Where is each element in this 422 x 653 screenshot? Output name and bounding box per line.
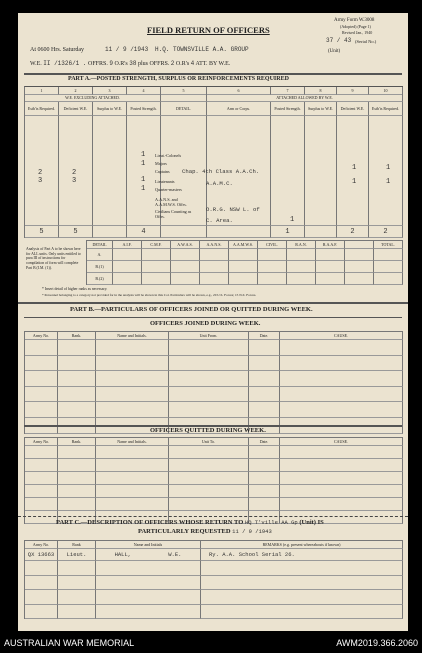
quitted-cell [249,498,280,511]
quitted-cell [25,446,58,459]
detail-item: Lieut.-Colonels [155,153,182,158]
analysis-cell [142,273,171,285]
part-c-date: 11 / 9 /1943 [232,528,272,535]
total-cell [93,226,127,238]
col-number: 7 [271,87,305,95]
analysis-cell [258,249,287,261]
we-line [30,61,230,67]
deficient-value: 3 [72,177,77,185]
joined-cell [249,371,280,387]
col-number: 1 [25,87,59,95]
arm-corps-value: Chap. 4th Class A.A.Ch. [182,168,260,175]
part-c-cell [96,605,201,620]
part-c-cell [58,576,96,591]
joined-cell [169,402,249,418]
attached-deficient-value: 1 [352,178,357,186]
offrs-value: 9 [109,60,113,67]
joined-cell [96,402,169,418]
analysis-cell [229,249,258,261]
quitted-cell [280,446,403,459]
quitted-cell [96,498,169,511]
group-spacer [161,94,207,102]
joined-cell [25,387,58,403]
analysis-cell [374,261,403,273]
part-b-rule [24,317,402,318]
detail-item: Quarter-masters [155,187,182,192]
joined-head: Date. [249,332,280,340]
quitted-cell [169,485,249,498]
part-a-top-rule [24,73,402,75]
quitted-cell [169,498,249,511]
total-cell: 4 [127,226,161,238]
col-number: 4 [127,87,161,95]
posted-value: 1 [141,160,146,168]
quitted-head: Name and Initials. [96,438,169,446]
serial-value: 37 / 43 [326,37,352,44]
quitted-cell [25,459,58,472]
quitted-cell [58,472,96,485]
part-c-cell [25,605,58,620]
part-c-cell [58,605,96,620]
plus-ors-label: O.R's [175,61,190,67]
part-c-cell [201,605,403,620]
unit-name: H.Q. TOWNSVILLE A.A. GROUP [155,46,249,53]
analysis-cell [374,249,403,261]
joined-cell [25,371,58,387]
analysis-head: CIVIL. [258,241,287,249]
total-cell [305,226,337,238]
analysis-cell [345,261,374,273]
part-c-cell [201,590,403,605]
analysis-head: A.A.M.W.S. [229,241,258,249]
joined-cell [280,356,403,372]
part-b-top-rule [18,302,408,304]
part-a-group-row [24,94,403,102]
quitted-cell [25,485,58,498]
quitted-cell [96,485,169,498]
analysis-cell [200,273,229,285]
analysis-head: A.A.N.S. [200,241,229,249]
part-c-cell [25,590,58,605]
detail-item: Captains [155,169,170,174]
quitted-head: Rank. [58,438,96,446]
analysis-head: R.A.A.F. [316,241,345,249]
attached-required-value: 1 [386,164,391,172]
quitted-head: Unit To. [169,438,249,446]
analysis-cell [345,249,374,261]
analysis-cell [200,261,229,273]
col-head: Surplus to W.E. [305,102,337,116]
analysis-head: C.M.F. [142,241,171,249]
form-revised: Revised Jan., 1940 [342,30,373,35]
part-c-unit-label: (Unit) IS [299,519,324,526]
quitted-cell [280,498,403,511]
analysis-cell [287,273,316,285]
analysis-cell [316,273,345,285]
part-c-title [56,520,324,527]
part-a-totals-row [24,226,403,238]
body-cell [93,116,127,226]
ors-label: O.R's [114,61,128,67]
offrs-label: OFFRS. [88,61,108,67]
joined-cell [280,402,403,418]
col-head: Posted Strength. [271,102,305,116]
posted-value: 1 [141,176,146,184]
quitted-cell [58,459,96,472]
part-c-cell [96,576,201,591]
arm-corps-value: C. Area. [206,217,233,224]
part-c-cell [96,590,201,605]
estb-required-value: 2 [38,169,43,177]
analysis-head [345,241,374,249]
col-head: DETAIL. [161,102,207,116]
joined-table [24,331,403,434]
quitted-head: Army No. [25,438,58,446]
quitted-cell [96,472,169,485]
joined-cell [96,356,169,372]
joined-cell [169,340,249,356]
part-c-cell [96,561,201,576]
part-c-cell [201,576,403,591]
joined-cell [249,402,280,418]
plus-offrs-value: 2 [170,60,175,67]
analysis-cell [345,273,374,285]
quitted-cell [96,459,169,472]
analysis-note: Analysis of Part A to be shown here for ALL units. Only units entitled to para III of instructions for compilation of form will complete Part B (I.M. (1)). [26,247,81,270]
col-number: 8 [305,87,337,95]
joined-head: Army No. [25,332,58,340]
detail-item: Lieutenants [155,179,175,184]
quitted-cell [25,511,58,524]
estb-required-value: 3 [38,177,43,185]
plus-offrs-label: plus OFFRS. [137,61,170,67]
attached-posted-value: 1 [290,216,295,224]
part-c-cell [201,561,403,576]
total-cell: 5 [59,226,93,238]
analysis-row-label: B.(1) [87,261,113,273]
total-cell: 2 [369,226,403,238]
part-c-top-rule [18,516,408,517]
col-head: Surplus to W.E. [93,102,127,116]
joined-cell [96,387,169,403]
col-head: Deficient W.E. [59,102,93,116]
joined-cell [169,356,249,372]
analysis-row-label: B.(2) [87,273,113,285]
officer-rank: Lieut. [58,549,96,561]
form-number: Army Form W.3008 [334,18,375,23]
attached-deficient-value: 1 [352,164,357,172]
part-c-cell [25,576,58,591]
joined-cell [280,340,403,356]
form-title: FIELD RETURN OF OFFICERS [147,25,270,35]
quitted-head: CAUSE. [280,438,403,446]
analysis-cell [171,249,200,261]
analysis-cell [287,249,316,261]
analysis-cell [171,273,200,285]
footer-bar [0,635,422,653]
joined-cell [249,387,280,403]
part-a-title: PART A.—POSTED STRENGTH, SURPLUS OR REINFORCEMENTS REQUIRED [68,76,289,82]
quitted-cell [249,459,280,472]
joined-cell [169,387,249,403]
part-c-cell [58,561,96,576]
we-label: W.E. [30,61,42,67]
joined-cell [58,340,96,356]
detail-item: Majors [155,161,167,166]
analysis-cell [258,261,287,273]
total-cell [207,226,271,238]
body-cell [305,116,337,226]
quitted-cell [58,498,96,511]
quitted-cell [25,472,58,485]
joined-cell [96,371,169,387]
part-c-table [24,540,403,619]
joined-cell [280,387,403,403]
joined-cell [249,356,280,372]
serial-label: (Serial No.) [355,39,377,44]
quitted-cell [249,446,280,459]
joined-head: Name and Initials. [96,332,169,340]
footer-accession-number: AWM2019.366.2060 [336,638,418,648]
quitted-cell [58,446,96,459]
part-c-head: Army No. [25,541,58,549]
group-we-excluding: W.E. EXCLUDING ATTACHED. [25,94,161,102]
col-head: Posted Strength. [127,102,161,116]
posted-value: 1 [141,185,146,193]
officer-remarks: Ry. A.A. School Serial 26. [201,549,403,561]
quitted-cell [249,485,280,498]
analysis-cell [113,273,142,285]
col-number: 10 [369,87,403,95]
analysis-cell [287,261,316,273]
part-b-title: PART B.—PARTICULARS OF OFFICERS JOINED OR QUITTED DURING WEEK. [70,306,313,313]
return-time-label: At 0600 Hrs. Saturday [30,47,84,53]
att-label: ATT. BY W.E. [195,61,231,67]
quitted-cell [169,472,249,485]
col-head: Estb'ts Required. [25,102,59,116]
officer-name-cell [96,549,201,561]
joined-cell [25,402,58,418]
ors-value: 38 [129,60,137,67]
joined-cell [58,356,96,372]
quitted-cell [280,485,403,498]
col-number: 2 [59,87,93,95]
analysis-cell [113,261,142,273]
total-cell: 1 [271,226,305,238]
body-cell [271,116,305,226]
part-c-cell [58,590,96,605]
part-c-unit: HQ T'ville AA Gp [244,519,298,526]
analysis-head: TOTAL. [374,241,403,249]
quitted-cell [58,485,96,498]
part-c-requested: PARTICULARLY REQUESTED [138,528,231,535]
quitted-head: Date. [249,438,280,446]
col-head: Arm or Corps. [207,102,271,116]
quitted-cell [169,446,249,459]
quitted-cell [25,498,58,511]
analysis-cell [171,261,200,273]
part-c-head: Name and Initials [96,541,201,549]
part-c-title-prefix: PART C.—DESCRIPTION OF OFFICERS WHOSE RETURN TO [56,519,244,526]
we-value: II /1326/1 . [43,60,87,67]
joined-title: OFFICERS JOINED DURING WEEK. [150,320,261,327]
joined-cell [58,387,96,403]
analysis-head: R.A.N. [287,241,316,249]
analysis-cell [229,261,258,273]
arm-corps-value: O.R.G. NSW L. of [206,206,260,213]
col-head: Deficient W.E. [337,102,369,116]
analysis-table [86,240,403,285]
part-c-head: REMARKS (e.g. present whereabouts if known) [201,541,403,549]
joined-cell [169,371,249,387]
posted-value: 1 [141,151,146,159]
joined-cell [58,402,96,418]
joined-cell [249,340,280,356]
analysis-cell [258,273,287,285]
joined-head: Rank. [58,332,96,340]
joined-cell [96,340,169,356]
col-number: 3 [93,87,127,95]
joined-cell [25,356,58,372]
analysis-cell [200,249,229,261]
officer-army-no: QX 13663 [25,549,58,561]
detail-item: Civilians Counting as Offrs. [155,209,192,220]
total-cell [161,226,207,238]
quitted-cell [96,446,169,459]
joined-cell [25,340,58,356]
analysis-row-label: A. [87,249,113,261]
analysis-cell [142,249,171,261]
joined-cell [58,371,96,387]
quitted-cell [169,459,249,472]
officer-initials: W.E. [168,551,182,558]
deficient-value: 2 [72,169,77,177]
col-number: 6 [207,87,271,95]
quitted-table [24,437,403,524]
joined-cell [280,371,403,387]
arm-corps-value: A.A.M.C. [206,180,233,187]
unit-label: (Unit) [328,49,341,54]
plus-ors-value: 4 [190,60,195,67]
analysis-head: DETAIL [87,241,113,249]
part-c-cell [25,561,58,576]
note-higher-ranks: * Insert detail of higher ranks as necessary. [42,287,108,291]
detail-item: A.A.N.S. and A.A.M.W.S. Offrs. [155,197,187,208]
attached-required-value: 1 [386,178,391,186]
quitted-cell [249,472,280,485]
group-attached: ATTACHED ALLOWED BY W.E. [207,94,403,102]
analysis-cell [113,249,142,261]
quitted-cell [280,472,403,485]
officer-name: HALL, [114,551,132,558]
note-category: * Personnel belonging to a category not provided for in the analysis will be shown in this Col. Particulars will be shown, e.g., 20 U.S. Forces; 15 N.Z. Forces. [42,293,257,297]
footer-institution: AUSTRALIAN WAR MEMORIAL [4,638,135,648]
analysis-head: A.W.A.S. [171,241,200,249]
col-head: Estb'ts Required. [369,102,403,116]
analysis-cell [316,249,345,261]
col-number: 9 [337,87,369,95]
joined-head: Unit From. [169,332,249,340]
total-cell: 2 [337,226,369,238]
analysis-cell [316,261,345,273]
part-c-head: Rank [58,541,96,549]
analysis-cell [229,273,258,285]
field-return-sheet [18,13,408,631]
analysis-cell [374,273,403,285]
analysis-cell [142,261,171,273]
joined-head: CAUSE. [280,332,403,340]
part-c-title-line2 [138,529,272,536]
total-cell: 5 [25,226,59,238]
analysis-head: A.I.F. [113,241,142,249]
quitted-title: OFFICERS QUITTED DURING WEEK. [150,427,266,434]
col-number: 5 [161,87,207,95]
quitted-cell [280,459,403,472]
return-date: 11 / 9 /1943 [105,46,149,53]
form-adopted: (Adopted) (Page 1) [340,24,371,29]
